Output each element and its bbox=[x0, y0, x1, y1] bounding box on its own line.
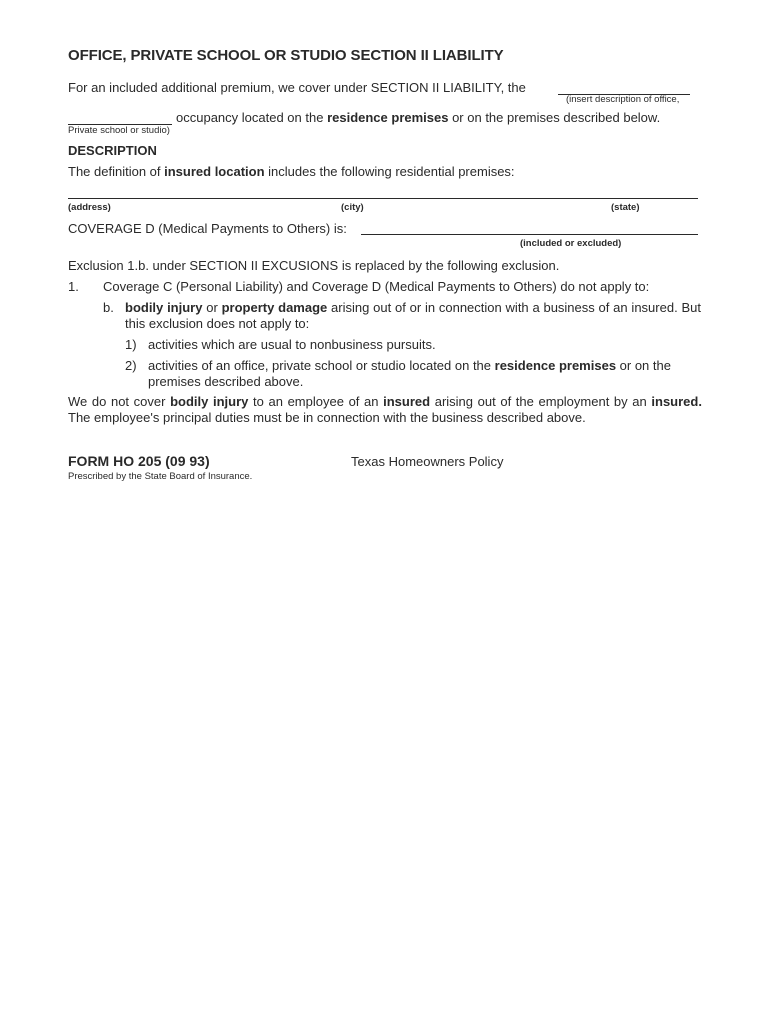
prescribed-note: Prescribed by the State Board of Insurance. bbox=[68, 471, 253, 482]
address-label: (address) bbox=[68, 202, 111, 213]
exclusion-intro: Exclusion 1.b. under SECTION II EXCUSIONS is replaced by the following exclusion. bbox=[68, 258, 560, 273]
insert-description-hint-cont: Private school or studio) bbox=[68, 125, 170, 136]
form-number: FORM HO 205 (09 93) bbox=[68, 453, 210, 469]
state-label: (state) bbox=[611, 202, 640, 213]
policy-name: Texas Homeowners Policy bbox=[351, 454, 504, 469]
included-excluded-label: (included or excluded) bbox=[520, 238, 622, 249]
address-blank[interactable] bbox=[68, 198, 698, 199]
insert-description-hint: (insert description of office, bbox=[566, 94, 680, 105]
occupancy-line: occupancy located on the residence premises or on the premises described below. bbox=[176, 110, 661, 125]
description-heading: DESCRIPTION bbox=[68, 143, 157, 158]
sub-item-2-text: activities of an office, private school or studio located on the residence premises or on the premises described above. bbox=[148, 358, 671, 389]
employee-exclusion-paragraph: We do not cover bodily injury to an employee of an insured arising out of the employment by an insured. The employee's principal duties must be in connection with the business described above. bbox=[68, 394, 702, 425]
city-label: (city) bbox=[341, 202, 364, 213]
item-1-text: Coverage C (Personal Liability) and Coverage D (Medical Payments to Others) do not apply to: bbox=[103, 279, 650, 294]
sub-item-2-number: 2) bbox=[125, 358, 137, 373]
sub-item-1-number: 1) bbox=[125, 337, 137, 352]
sub-item-1-text: activities which are usual to nonbusiness pursuits. bbox=[148, 337, 436, 352]
form-title: OFFICE, PRIVATE SCHOOL OR STUDIO SECTION II LIABILITY bbox=[68, 47, 504, 64]
item-1-number: 1. bbox=[68, 279, 79, 294]
item-b-text: bodily injury or property damage arising out of or in connection with a business of an insured. But this exclusion does not apply to: bbox=[125, 300, 701, 331]
definition-line: The definition of insured location includes the following residential premises: bbox=[68, 164, 515, 179]
coverage-d-blank[interactable] bbox=[361, 234, 698, 235]
coverage-d-line: COVERAGE D (Medical Payments to Others) is: bbox=[68, 221, 347, 236]
item-b-letter: b. bbox=[103, 300, 114, 315]
intro-line: For an included additional premium, we cover under SECTION II LIABILITY, the bbox=[68, 80, 526, 95]
